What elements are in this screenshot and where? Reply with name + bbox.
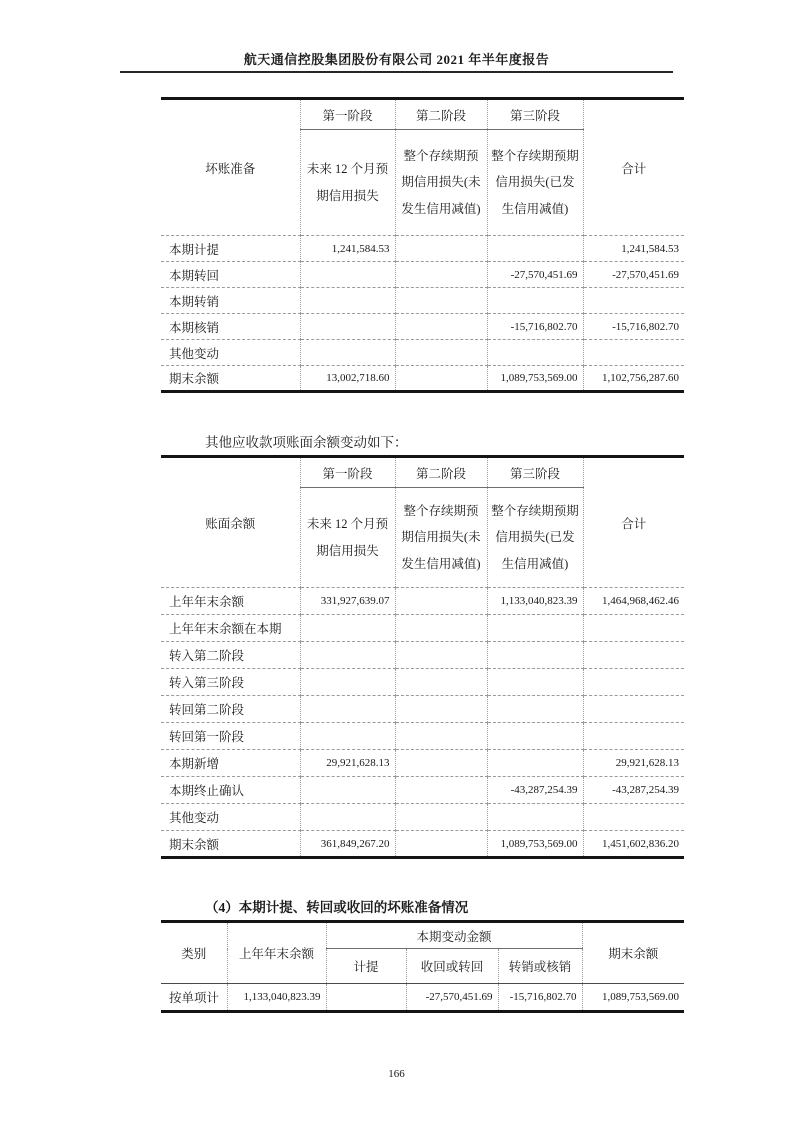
value-cell xyxy=(583,723,684,750)
value-cell xyxy=(583,642,684,669)
row-label-cell: 转入第三阶段 xyxy=(161,669,300,696)
bad-debt-provision-table-wrap xyxy=(161,97,684,393)
section-title-current-provision: （4）本期计提、转回或收回的坏账准备情况 xyxy=(205,900,469,915)
page-number: 166 xyxy=(388,1068,405,1080)
value-cell xyxy=(583,696,684,723)
value-cell xyxy=(487,723,583,750)
value-cell xyxy=(300,340,395,366)
value-cell xyxy=(395,723,487,750)
value-cell xyxy=(395,777,487,804)
header-rule xyxy=(120,71,673,73)
total-header-cell: 合计 xyxy=(583,457,684,588)
value-cell: 1,133,040,823.39 xyxy=(227,984,326,1012)
row-label-cell: 本期新增 xyxy=(161,750,300,777)
row-label-cell: 转入第二阶段 xyxy=(161,642,300,669)
table-row xyxy=(161,262,684,288)
writeoff-header-cell: 转销或核销 xyxy=(498,949,582,984)
value-cell xyxy=(300,288,395,314)
value-cell: 1,241,584.53 xyxy=(583,236,684,262)
value-cell xyxy=(300,669,395,696)
value-cell xyxy=(487,615,583,642)
table-header-row xyxy=(161,922,684,949)
stage1-header-cell: 第一阶段 xyxy=(300,457,395,488)
value-cell xyxy=(487,804,583,831)
value-cell: 1,089,753,569.00 xyxy=(487,366,583,392)
table-row xyxy=(161,615,684,642)
value-cell xyxy=(300,262,395,288)
value-cell xyxy=(300,314,395,340)
value-cell xyxy=(487,669,583,696)
value-cell xyxy=(300,642,395,669)
table-row xyxy=(161,723,684,750)
value-cell xyxy=(395,669,487,696)
value-cell xyxy=(583,340,684,366)
value-cell xyxy=(300,615,395,642)
value-cell: -15,716,802.70 xyxy=(583,314,684,340)
table-header-row xyxy=(161,99,684,130)
table-row xyxy=(161,314,684,340)
current-change-group-header-cell: 本期变动金额 xyxy=(326,922,582,949)
section-title-book-balance-changes: 其他应收款项账面余额变动如下： xyxy=(205,435,408,450)
provision-changes-table-wrap xyxy=(161,920,684,1013)
value-cell xyxy=(583,615,684,642)
value-cell xyxy=(395,314,487,340)
row-label-cell: 上年年末余额在本期 xyxy=(161,615,300,642)
table-row xyxy=(161,696,684,723)
table-row xyxy=(161,588,684,615)
value-cell: 29,921,628.13 xyxy=(583,750,684,777)
value-cell xyxy=(395,366,487,392)
value-cell xyxy=(300,723,395,750)
row-label-cell: 其他变动 xyxy=(161,340,300,366)
recover-header-cell: 收回或转回 xyxy=(406,949,498,984)
value-cell: 1,133,040,823.39 xyxy=(487,588,583,615)
value-cell: -27,570,451.69 xyxy=(406,984,498,1012)
table-header-row xyxy=(161,457,684,488)
end-balance-header-cell: 期末余额 xyxy=(582,922,684,984)
stage2-header-cell: 第二阶段 xyxy=(395,457,487,488)
bad-debt-provision-table xyxy=(161,97,684,393)
table-row xyxy=(161,236,684,262)
value-cell xyxy=(583,288,684,314)
value-cell: -15,716,802.70 xyxy=(487,314,583,340)
book-balance-table-wrap xyxy=(161,455,684,859)
value-cell xyxy=(395,642,487,669)
value-cell: -43,287,254.39 xyxy=(583,777,684,804)
book-balance-table xyxy=(161,455,684,859)
table-row xyxy=(161,642,684,669)
value-cell: 1,464,968,462.46 xyxy=(583,588,684,615)
value-cell xyxy=(395,236,487,262)
row-label-cell: 期末余额 xyxy=(161,366,300,392)
row-label-cell: 期末余额 xyxy=(161,831,300,858)
row-label-cell: 本期计提 xyxy=(161,236,300,262)
row-label-cell: 本期转销 xyxy=(161,288,300,314)
stage1-header-cell: 第一阶段 xyxy=(300,99,395,130)
value-cell xyxy=(395,588,487,615)
value-cell: 1,089,753,569.00 xyxy=(487,831,583,858)
value-cell xyxy=(395,288,487,314)
row-label-cell: 转回第一阶段 xyxy=(161,723,300,750)
value-cell xyxy=(326,984,406,1012)
value-cell xyxy=(300,804,395,831)
stage3-header-cell: 第三阶段 xyxy=(487,457,583,488)
value-cell: -15,716,802.70 xyxy=(498,984,582,1012)
table-row xyxy=(161,984,684,1012)
provision-changes-table xyxy=(161,920,684,1013)
table-row xyxy=(161,340,684,366)
row-label-cell: 转回第二阶段 xyxy=(161,696,300,723)
value-cell xyxy=(300,696,395,723)
stage2-header-cell: 第二阶段 xyxy=(395,99,487,130)
prev-balance-header-cell: 上年年末余额 xyxy=(227,922,326,984)
table-row xyxy=(161,288,684,314)
value-cell: -27,570,451.69 xyxy=(583,262,684,288)
value-cell xyxy=(487,696,583,723)
table-row xyxy=(161,669,684,696)
row-label-cell: 本期转回 xyxy=(161,262,300,288)
value-cell xyxy=(487,750,583,777)
value-cell: 1,451,602,836.20 xyxy=(583,831,684,858)
stage3-header-cell: 第三阶段 xyxy=(487,99,583,130)
row-label-cell: 上年年末余额 xyxy=(161,588,300,615)
value-cell xyxy=(583,669,684,696)
row-label-cell: 本期终止确认 xyxy=(161,777,300,804)
value-cell xyxy=(583,804,684,831)
value-cell xyxy=(395,750,487,777)
table-row xyxy=(161,750,684,777)
table-row xyxy=(161,831,684,858)
row-label-cell: 本期核销 xyxy=(161,314,300,340)
value-cell: 1,089,753,569.00 xyxy=(582,984,684,1012)
stage3-sub-cell: 整个存续期预期信用损失(已发生信用减值) xyxy=(487,488,583,588)
value-cell: -27,570,451.69 xyxy=(487,262,583,288)
stage2-sub-cell: 整个存续期预期信用损失(未发生信用减值) xyxy=(395,488,487,588)
stage1-sub-cell: 未来 12 个月预期信用损失 xyxy=(300,130,395,236)
value-cell xyxy=(487,642,583,669)
table-row xyxy=(161,804,684,831)
total-header-cell: 合计 xyxy=(583,99,684,236)
table-row xyxy=(161,777,684,804)
value-cell xyxy=(395,262,487,288)
value-cell: 361,849,267.20 xyxy=(300,831,395,858)
value-cell xyxy=(487,288,583,314)
value-cell: -43,287,254.39 xyxy=(487,777,583,804)
stage3-sub-cell: 整个存续期预期信用损失(已发生信用减值) xyxy=(487,130,583,236)
value-cell: 1,102,756,287.60 xyxy=(583,366,684,392)
table-row xyxy=(161,366,684,392)
value-cell xyxy=(395,340,487,366)
value-cell xyxy=(395,831,487,858)
value-cell: 13,002,718.60 xyxy=(300,366,395,392)
stage2-sub-cell: 整个存续期预期信用损失(未发生信用减值) xyxy=(395,130,487,236)
page-header-title: 航天通信控股集团股份有限公司 2021 年半年度报告 xyxy=(243,52,550,67)
value-cell: 29,921,628.13 xyxy=(300,750,395,777)
value-cell xyxy=(487,340,583,366)
value-cell: 1,241,584.53 xyxy=(300,236,395,262)
value-cell xyxy=(395,804,487,831)
value-cell xyxy=(300,777,395,804)
category-header-cell: 类别 xyxy=(181,947,207,961)
accrual-header-cell: 计提 xyxy=(326,949,406,984)
value-cell xyxy=(487,236,583,262)
corner-header-cell: 坏账准备 xyxy=(205,161,256,176)
row-label-cell: 按单项计 xyxy=(161,984,227,1012)
row-label-cell: 其他变动 xyxy=(161,804,300,831)
value-cell xyxy=(395,696,487,723)
value-cell: 331,927,639.07 xyxy=(300,588,395,615)
corner-header-cell: 账面余额 xyxy=(205,516,256,531)
value-cell xyxy=(395,615,487,642)
stage1-sub-cell: 未来 12 个月预期信用损失 xyxy=(300,488,395,588)
